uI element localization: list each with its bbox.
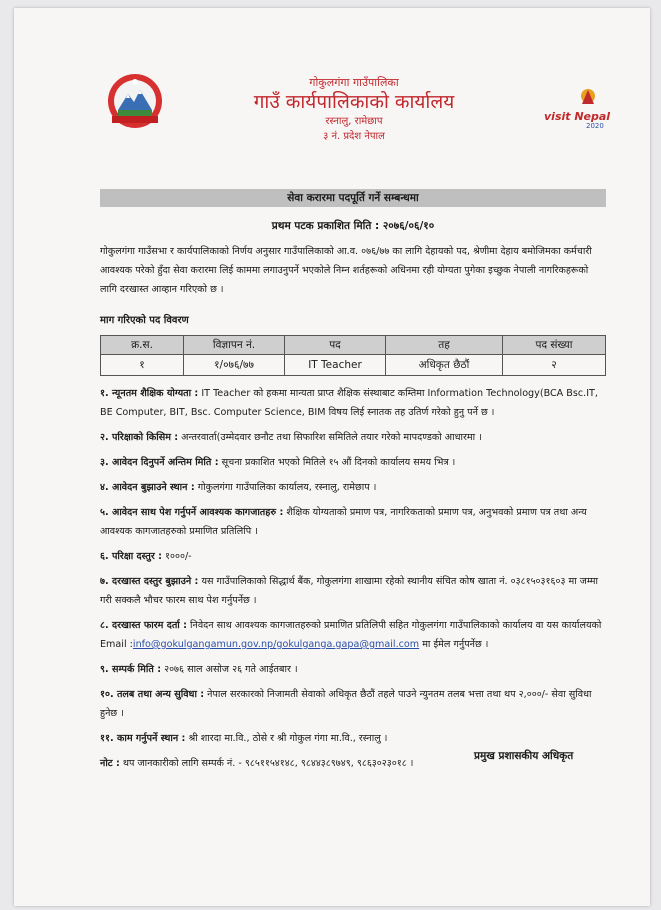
visit-nepal-logo-icon [542,84,612,130]
document-page [14,8,650,906]
intro-paragraph: गोकुलगंगा गाउँसभा र कार्यपालिकाको निर्णय अनुसार गाउँपालिकाको आ.व. ०७६/७७ का लागि देहायको पद, श्रेणीमा देहाय बमोजिमका कर्मचारी आवश्यक परेको हुँदा सेवा करारमा लिई काममा लगाउनुपर्ने भएकोले निम्न शर्तहरूको अधिनमा रही योग्यता पुगेका इच्छुक नेपाली नागरिकहरूको लागि दरखास्त आव्हान गरिएको छ । [100,246,592,295]
table-row [101,355,606,376]
note-label: नोट : [100,758,120,769]
condition-text: नेपाल सरकारको निजामती सेवाको अधिकृत छैठौं तहले पाउने न्युनतम तलब भत्ता तथा थप २,०००/- सेवा सुविधा हुनेछ । [100,689,592,719]
condition-item [100,572,610,610]
cell-count: २ [503,355,606,376]
office-title: गाउँ कार्यपालिकाको कार्यालय [253,91,455,113]
conditions-list [100,384,610,779]
condition-label: ८. दरखास्त फारम दर्ता : [100,620,187,631]
condition-item [100,428,610,447]
condition-text: IT Teacher को हकमा मान्यता प्राप्त शैक्षिक संस्थाबाट कम्तिमा Information Technology(BCA Bsc.IT, BE Computer, BIT, Bsc. Computer Science, BIM विषय लिई स्नातक तह उतिर्ण गरेको हुनु पर्ने छ । [100,388,598,418]
cell-advert-no: १/०७६/७७ [184,355,285,376]
table-title: माग गरिएको पद विवरण [100,315,189,326]
province-line: ३ नं. प्रदेश नेपाल [323,131,385,142]
condition-text-after: मा ईमेल गर्नुपर्नेछ । [419,639,489,650]
publish-date: प्रथम पटक प्रकाशित मिति : २०७६/०६/१० [271,220,435,232]
condition-text: अन्तरवार्ता(उम्मेदवार छनौट तथा सिफारिश समितिले तयार गरेको मापदण्डको आधारमा । [178,432,482,443]
col-level: तह [386,336,503,355]
condition-text: गोकुलगंगा गाउँपालिका कार्यालय, रस्नालु, रामेछाप । [194,482,377,493]
col-serial: क्र.स. [101,336,184,355]
cell-post: IT Teacher [285,355,386,376]
post-details-table [100,335,606,376]
condition-text: सूचना प्रकाशित भएको मितिले १५ औं दिनको कार्यालय समय भित्र । [218,457,456,468]
condition-item [100,660,610,679]
condition-text: निवेदन साथ आवश्यक कागजातहरुको प्रमाणित प्रतिलिपी सहित गोकुलगंगा गाउँपालिकाको कार्यालय वा यस कार्यालयको Email : [100,620,602,650]
condition-item [100,685,610,723]
condition-item [100,503,610,541]
condition-label: ११. काम गर्नुपर्ने स्थान : [100,733,186,744]
note-text: थप जानकारीको लागि सम्पर्क नं. - ९८५११५४१४८, ९८४४३८९७४९, ९८६३०२३०१८ । [119,758,414,769]
condition-item [100,384,610,422]
signature-title: प्रमुख प्रशासकीय अधिकृत [474,750,574,762]
office-address: रस्नालु, रामेछाप [325,116,383,127]
condition-label: ७. दरखास्त दस्तुर बुझाउने : [100,576,199,587]
condition-label: ५. आवेदन साथ पेश गर्नुपर्ने आवश्यक कागजातहरु : [100,507,284,518]
condition-label: ४. आवेदन बुझाउने स्थान : [100,482,195,493]
nepal-emblem-icon [106,72,164,130]
office-header [164,75,544,144]
cell-serial: १ [101,355,184,376]
visit-nepal-text: visit Nepal [544,110,611,123]
condition-text: श्री शारदा मा.वि., ठोसे र श्री गोकुल गंगा मा.वि., रस्नालु । [185,733,388,744]
cell-level: अधिकृत छैठौं [386,355,503,376]
condition-label: ६. परिक्षा दस्तुर : [100,551,162,562]
condition-label: ३. आवेदन दिनुपर्ने अन्तिम मिति : [100,457,219,468]
condition-item [100,616,610,654]
email-link[interactable]: info@gokulgangamun.gov.np/gokulganga.gapa@gmail.com [132,639,420,650]
col-advert-no: विज्ञापन नं. [184,336,285,355]
condition-text: शैक्षिक योग्यताको प्रमाण पत्र, नागरिकताको प्रमाण पत्र, अनुभवको प्रमाण पत्र तथा अन्य आवश्यक कागजातहरुको प्रमाणित प्रतिलिपि । [100,507,587,537]
condition-text: १०००/- [161,551,192,562]
table-header-row [101,336,606,355]
condition-item [100,547,610,566]
col-count: पद संख्या [503,336,606,355]
col-post: पद [285,336,386,355]
condition-item [100,478,610,497]
visit-nepal-year: 2020 [586,122,604,130]
condition-label: २. परिक्षाको किसिम : [100,432,179,443]
condition-text: २०७६ साल असोज २६ गते आईतबार । [161,664,298,675]
municipality-name: गोकुलगंगा गाउँपालिका [309,76,399,89]
subject-heading: सेवा करारमा पदपूर्ति गर्ने सम्बन्धमा [100,189,606,207]
condition-label: १०. तलब तथा अन्य सुविधा : [100,689,205,700]
condition-item [100,729,610,748]
condition-label: ९. सम्पर्क मिति : [100,664,162,675]
condition-item [100,453,610,472]
condition-label: १. न्यूनतम शैक्षिक योग्यता : [100,388,199,399]
condition-text: यस गाउँपालिकाको सिद्धार्थ बैंक, गोकुलगंगा शाखामा रहेको स्थानीय संचित कोष खाता नं. ०३८१५०३१६०३ मा जम्मा गरी सक्कलै भौचर फारम साथ पेश गर्नुपर्नेछ । [100,576,599,606]
